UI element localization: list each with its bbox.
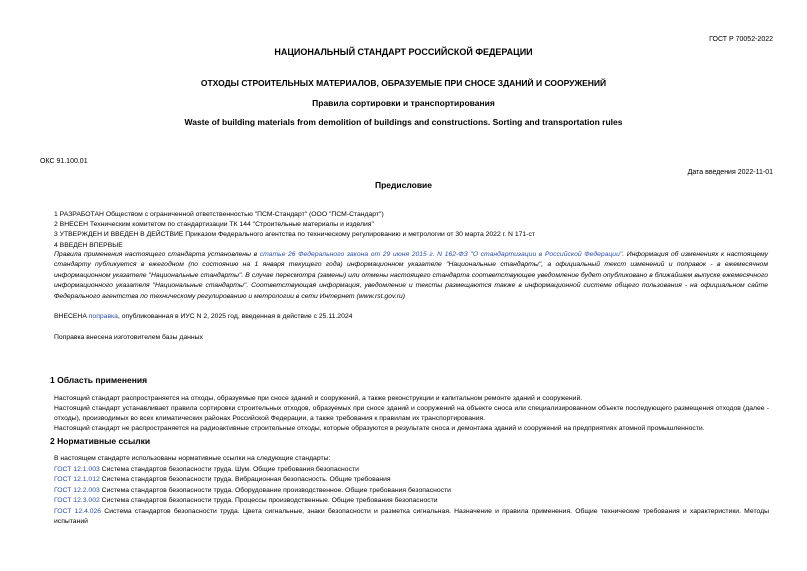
section-1-paragraph xyxy=(40,424,769,434)
reference-item xyxy=(40,486,769,497)
document-subtitle: Правила сортировки и транспортирования xyxy=(312,98,495,108)
document-title-english: Waste of building materials from demolition of buildings and constructions. Sorting and transportation rules xyxy=(184,117,623,127)
section-1-paragraph xyxy=(40,404,769,425)
document-title: ОТХОДЫ СТРОИТЕЛЬНЫХ МАТЕРИАЛОВ, ОБРАЗУЕМЫЕ ПРИ СНОСЕ ЗДАНИЙ И СООРУЖЕНИЙ xyxy=(200,78,607,88)
scope-text: Настоящий стандарт распространяется на отходы, образуемые при сносе зданий и сооружений, а также реконструкции и капитальном ремонте зданий и сооружений. xyxy=(54,395,583,402)
section-1-title: 1 Область применения xyxy=(50,375,148,385)
foreword-paragraph-start: Правила применения настоящего стандарта установлены в xyxy=(54,251,260,258)
oks-code: ОКС 91.100.01 xyxy=(40,158,88,165)
reference-link[interactable]: ГОСТ 12.3.002 xyxy=(54,497,100,504)
federal-law-link[interactable]: статье 26 Федерального закона от 29 июня 2015 г. N 162-ФЗ "О стандартизации в Российской Федерации" xyxy=(259,251,623,258)
reference-item xyxy=(40,465,769,476)
reference-title: Система стандартов безопасности труда. Цвета сигнальные, знаки безопасности и разметка сигнальная. Назначение и правила применения. Общие технические требования и характеристики. Методы испытаний xyxy=(54,507,769,525)
reference-title: Система стандартов безопасности труда. Вибрационная безопасность. Общие требования xyxy=(99,476,391,483)
reference-link[interactable]: ГОСТ 12.4.026 xyxy=(54,507,102,515)
amendment-link[interactable]: поправка xyxy=(88,313,118,320)
reference-title: Система стандартов безопасности труда. Шум. Общие требования безопасности xyxy=(99,465,359,473)
reference-item xyxy=(40,496,769,507)
amendment-start: ВНЕСЕНА xyxy=(54,313,89,320)
reference-item xyxy=(40,507,769,528)
foreword-item: 1 РАЗРАБОТАН Обществом с ограниченной ответственностью "ПСМ-Стандарт" (ООО "ПСМ-Стандарт") xyxy=(54,211,384,218)
gost-code: ГОСТ Р 70052-2022 xyxy=(709,36,773,43)
reference-item xyxy=(40,475,769,486)
reference-title: Система стандартов безопасности труда. Процессы производственные. Общие требования безопасности xyxy=(99,497,438,504)
amendment-note: Поправка внесена изготовителем базы данных xyxy=(54,334,203,341)
section-1-paragraph xyxy=(40,394,769,404)
reference-link[interactable]: ГОСТ 12.1.012 xyxy=(54,476,100,483)
amendment-end: , опубликованная в ИУС N 2, 2025 год, введенная в действие с 25.11.2024 xyxy=(117,313,353,320)
foreword-paragraph xyxy=(54,250,768,302)
reference-title: Система стандартов безопасности труда. Оборудование производственное. Общие требования безопасности xyxy=(99,486,451,494)
scope-text: Настоящий стандарт не распространяется на радиоактивные строительные отходы, которые образуются в результате сноса и демонтажа зданий и сооружений на предприятиях атомной промышленности. xyxy=(54,425,705,432)
reference-link[interactable]: ГОСТ 12.1.003 xyxy=(54,465,100,473)
scope-text: Настоящий стандарт устанавливает правила сортировки строительных отходов, образуемых при сносе зданий и сооружений на объекте сноса или специализированном объекте последующего размещения отходов (далее - отходы), производимых во всех климатических районах Российской Федерации, а также требования к правилам их транспортирования. xyxy=(54,405,769,423)
normative-references xyxy=(40,454,769,528)
references-intro: В настоящем стандарте использованы нормативные ссылки на следующие стандарты: xyxy=(54,455,331,462)
section-2-title: 2 Нормативные ссылки xyxy=(50,436,151,446)
foreword-item: 3 УТВЕРЖДЕН И ВВЕДЕН В ДЕЙСТВИЕ Приказом Федерального агентства по техническому регулированию и метрологии от 30 марта 2022 г. N 171-ст xyxy=(54,231,535,239)
foreword-item: 2 ВНЕСЕН Техническим комитетом по стандартизации ТК 144 "Строительные материалы и изделия" xyxy=(54,221,374,229)
standard-title: НАЦИОНАЛЬНЫЙ СТАНДАРТ РОССИЙСКОЙ ФЕДЕРАЦИИ xyxy=(274,47,533,57)
foreword-items xyxy=(54,210,535,251)
foreword-paragraph-end: . Информация об изменениях к настоящему стандарту публикуется в ежегодном (по состоянию на 1 января текущего года) информационном указателе "Национальные стандарты", а официальный текст изменений и поправок - в ежемесячном информационном указателе "Национальные стандарты". В случае пересмотра (замены) или отмены настоящего стандарта соответствующее уведомление будет опубликовано в ближайшем выпуске ежемесячного информационного указателя "Национальные стандарты". Соответствующая информация, уведомление и тексты размещаются также в информационной системе общего пользования - на официальном сайте Федерального агентства по техническому регулированию и метрологии в сети Интернет (www.rst.gov.ru) xyxy=(54,251,768,300)
introduction-date: Дата введения 2022-11-01 xyxy=(687,169,773,176)
foreword-item: 4 ВВЕДЕН ВПЕРВЫЕ xyxy=(54,241,123,249)
reference-link[interactable]: ГОСТ 12.2.003 xyxy=(54,486,100,494)
amendment-line xyxy=(54,313,352,320)
foreword-title: Предисловие xyxy=(374,180,433,190)
